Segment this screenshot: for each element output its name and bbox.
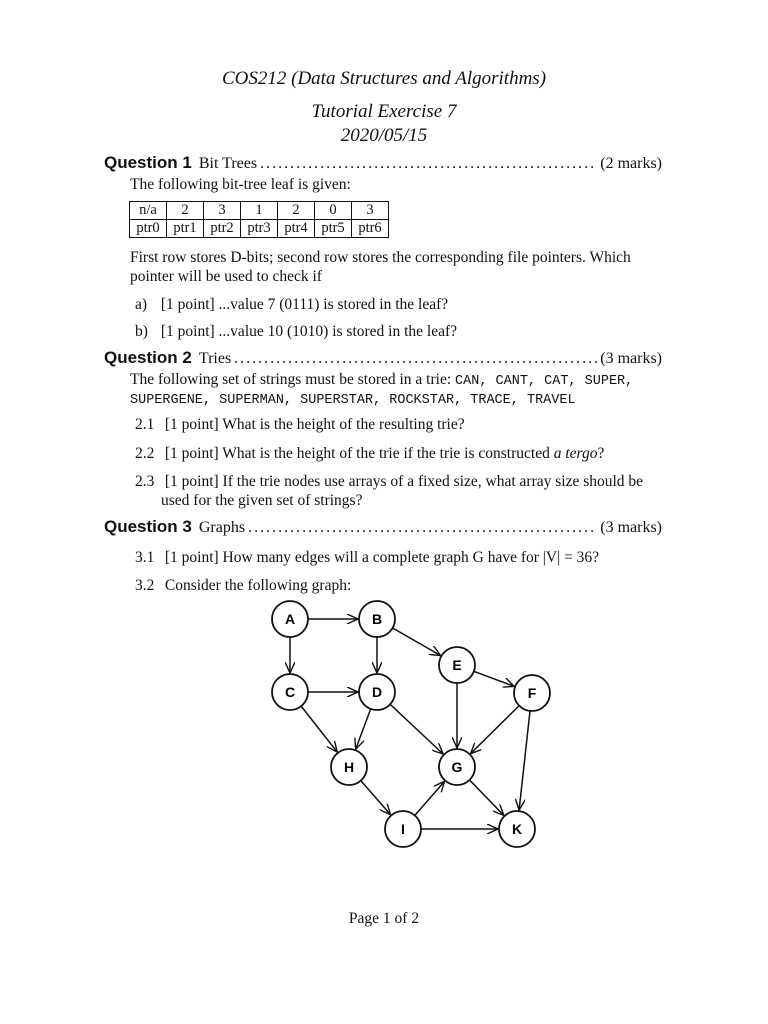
table-cell: ptr2 [204,220,241,238]
edge-f-g [471,706,520,754]
question-3-topic: Graphs [198,519,246,536]
table-cell: 2 [167,202,204,220]
graph-node-b [359,601,395,637]
table-cell: ptr6 [352,220,389,238]
table-cell: ptr3 [241,220,278,238]
page-number: Page 1 of 2 [348,910,420,927]
node-label: D [371,684,383,700]
question-2-marks: (3 marks) [600,350,662,367]
item-text: [1 point] If the trie nodes use arrays of a fixed size, what array size should be [164,473,644,490]
item-number: 2.2 [135,445,155,462]
node-label: A [284,611,296,627]
edge-c-h [301,706,337,752]
node-label: B [371,611,383,627]
graph-node-f [514,675,550,711]
node-label: K [511,821,523,837]
table-cell: 1 [241,202,278,220]
item-number: 2.1 [135,416,155,433]
table-cell: ptr5 [315,220,352,238]
table-cell: 2 [278,202,315,220]
graph-node-c [272,674,308,710]
node-label: F [527,685,537,701]
item-number: 2.3 [135,473,155,490]
item-text: [1 point] ...value 7 (0111) is stored in the leaf? [160,296,449,313]
question-1-intro: The following bit-tree leaf is given: [130,176,351,193]
string-list: CAN, CANT, CAT, SUPER, [455,374,634,389]
table-cell: n/a [130,202,167,220]
intro-text: The following set of strings must be stored in a trie: [130,371,452,388]
table-cell: ptr0 [130,220,167,238]
item-text: [1 point] ...value 10 (1010) is stored in the leaf? [160,323,458,340]
exercise-date: 2020/05/15 [340,125,428,146]
node-label: H [343,759,355,775]
item-text: used for the given set of strings? [161,492,363,509]
question-2-label: Question 2 [104,348,192,367]
edge-g-k [470,780,504,815]
graph-node-d [359,674,395,710]
item-number: 3.2 [135,577,155,594]
item-text: [1 point] What is the height of the trie if the trie is constructed [164,445,554,462]
description-line: First row stores D-bits; second row stores the corresponding file pointers. Which [130,249,631,266]
graph-node-k [499,811,535,847]
item-number: 3.1 [135,549,155,566]
exercise-title: Tutorial Exercise 7 [311,101,457,122]
item-text: [1 point] How many edges will a complete graph G have for |V| = 36? [164,549,600,566]
description-line: pointer will be used to check if [130,268,322,285]
table-cell: 0 [315,202,352,220]
item-label: a) [135,296,148,313]
edge-d-g [390,704,443,754]
item-label: b) [135,323,148,340]
question-3-marks: (3 marks) [600,519,662,536]
graph-node-i [385,811,421,847]
question-3-label: Question 3 [104,517,192,536]
table-cell: 3 [352,202,389,220]
question-1-label: Question 1 [104,153,192,172]
graph-node-e [439,647,475,683]
edge-i-g [415,781,445,815]
course-title: COS212 (Data Structures and Algorithms) [221,68,547,89]
graph-node-a [272,601,308,637]
edge-b-e [393,628,441,656]
question-1-marks: (2 marks) [600,155,662,172]
string-list: SUPERGENE, SUPERMAN, SUPERSTAR, ROCKSTAR, TRACE, TRAVEL [130,393,576,408]
node-label: C [284,684,296,700]
item-text: Consider the following graph: [164,577,352,594]
node-label: G [451,759,463,775]
graph-node-g [439,749,475,785]
question-2-topic: Tries [198,350,232,367]
graph-node-h [331,749,367,785]
edge-d-h [356,709,371,749]
table-cell: 3 [204,202,241,220]
table-cell: ptr1 [167,220,204,238]
edge-f-k [519,711,530,810]
node-label: I [401,821,405,837]
table-cell: ptr4 [278,220,315,238]
item-text: [1 point] What is the height of the resulting trie? [164,416,465,433]
edge-h-i [361,781,391,815]
question-1-topic: Bit Trees [198,155,258,172]
node-label: E [452,657,462,673]
edge-e-f [474,671,514,686]
item-emphasis: a tergo [553,445,598,462]
item-text: ? [597,445,605,462]
